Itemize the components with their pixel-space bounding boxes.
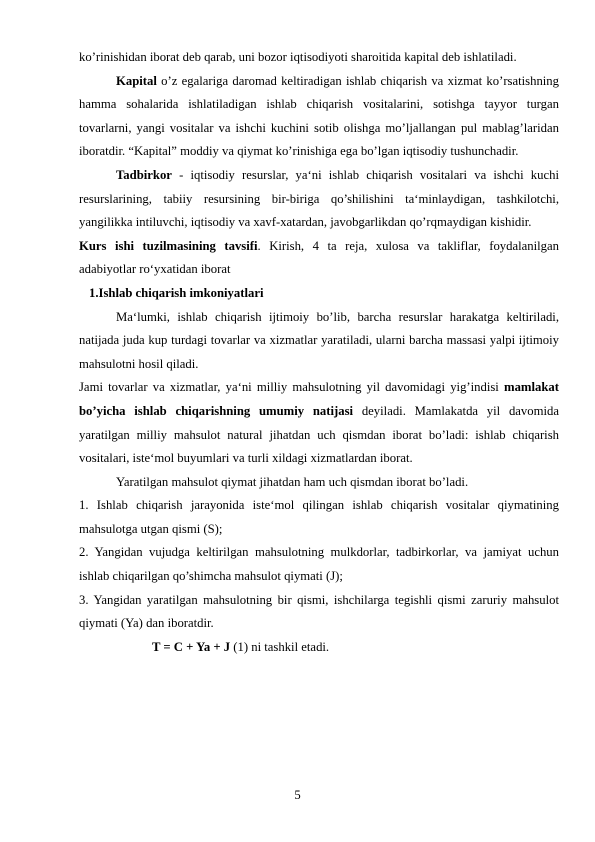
national-product-rest: deyiladi. Mamlakatda yil davomida yaratilgan milliy mahsulot natural jihatdan uch qismdan iborat bo’ladi: ishlab chiqarish vositalari, iste‘mol buyumlari va turli xildagi xizmatlardan iborat. xyxy=(79,403,559,466)
paragraph-intro: ko’rinishidan iborat deb qarab, uni bozor iqtisodiyoti sharoitida kapital deb ishlatiladi. xyxy=(79,50,517,64)
paragraph-kapital xyxy=(79,70,559,164)
term-tadbirkor: Tadbirkor xyxy=(116,167,172,182)
tadbirkor-definition: - iqtisodiy resurslar, ya‘ni ishlab chiqarish vositalari va ishchi kuchi resurslarining, tabiiy resursining bir-biriga qo’shilishini ta‘minlaydigan, tashkilotchi, yangilikka intiluvchi, iqtisodiy va xavf-xatardan, javobgarlikdan qo’rqmaydigan kishidir. xyxy=(79,167,559,230)
structure-description: . Kirish, 4 ta reja, xulosa va takliflar, foydalanilgan adabiyotlar ro‘yxatidan iborat xyxy=(79,238,559,277)
term-kapital: Kapital xyxy=(116,73,157,88)
paragraph-production: Ma‘lumki, ishlab chiqarish ijtimoiy bo’lib, barcha resurslar harakatga keltiriladi, natijada juda kup turdagi tovarlar va xizmatlar yaratiladi, ularni barcha massasi yalpi ijtimoiy mahsulotni hosil qiladi. xyxy=(79,309,559,371)
section-heading: 1.Ishlab chiqarish imkoniyatlari xyxy=(89,285,264,300)
kapital-definition: o’z egalariga daromad keltiradigan ishlab chiqarish va xizmat ko’rsatishning hamma sohalarida ishlatiladigan ishlab chiqarish vositalarini, sotishga tayyor turgan tovarlarni, yangi vositalar va ishchi kuchini sotib olishga mo’ljallangan pul mablag’laridan iboratdir. “Kapital” moddiy va qiymat ko’rinishiga ega bo’lgan iqtisodiy tushunchadir. xyxy=(79,73,559,159)
term-national-result: mamlakat bo’yicha ishlab chiqarishning umumiy natijasi xyxy=(79,380,559,418)
document-body xyxy=(79,46,559,659)
paragraph-tadbirkor xyxy=(79,164,559,235)
list-item: 3. Yangidan yaratilgan mahsulotning bir qismi, ishchilarga tegishli qismi zaruriy mahsulot qiymati (Ya) dan iboratdir. xyxy=(79,592,559,631)
formula: T = C + Ya + J xyxy=(152,639,231,654)
paragraph-national-product xyxy=(79,376,559,470)
term-structure: Kurs ishi tuzilmasining tavsifi xyxy=(79,238,258,253)
paragraph-value-parts: Yaratilgan mahsulot qiymat jihatdan ham uch qismdan iborat bo’ladi. xyxy=(116,474,469,489)
paragraph-structure xyxy=(79,235,559,282)
formula-line xyxy=(79,636,559,660)
list-item: 2. Yangidan vujudga keltirilgan mahsulotning mulkdorlar, tadbirkorlar, va jamiyat uchun ishlab chiqarilgan qo’shimcha mahsulot qiymati (J); xyxy=(79,545,559,584)
national-product-lead: Jami tovarlar va xizmatlar, ya‘ni milliy mahsulotning yil davomidagi yig’indisi xyxy=(79,380,505,395)
list-item: 1. Ishlab chiqarish jarayonida iste‘mol qilingan ishlab chiqarish vositalar qiymatining mahsulotga utgan qismi (S); xyxy=(79,498,559,536)
page-number: 5 xyxy=(294,788,301,802)
formula-note: (1) ni tashkil etadi. xyxy=(230,639,330,654)
